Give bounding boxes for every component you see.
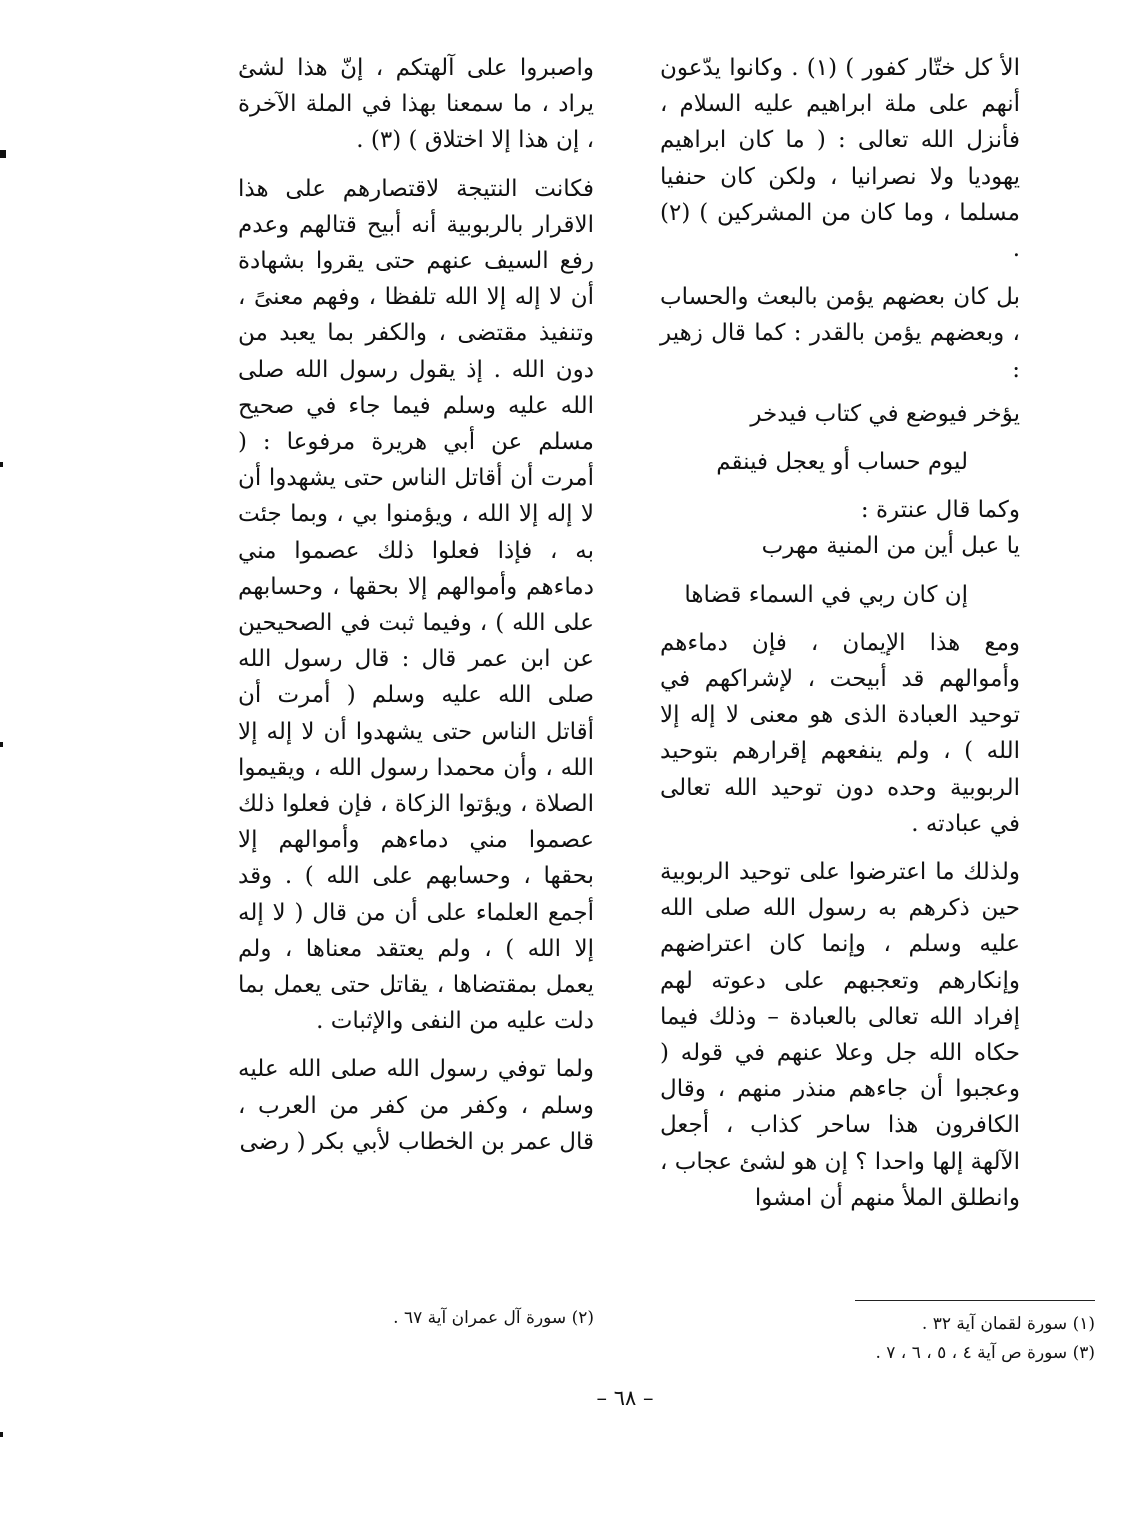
footnotes-left <box>360 1304 594 1333</box>
scan-speck <box>0 150 6 158</box>
paragraph: فكانت النتيجة لاقتصارهم على هذا الاقرار بالربوبية أنه أبيح قتالهم وعدم رفع السيف عنهم حتى يقروا بشهادة أن لا إله إلا الله تلفظا ، وفهم معنىً ، وتنفيذ مقتضى ، والكفر بما يعبد من دون الله . إذ يقول رسول الله صلى الله عليه وسلم فيما جاء في صحيح مسلم عن أبي هريرة مرفوعا : ( أمرت أن أقاتل الناس حتى يشهدوا أن لا إله إلا الله ، ويؤمنوا بي ، وبما جئت به ، فإذا فعلوا ذلك عصموا مني دماءهم وأموالهم إلا بحقها ، وحسابهم على الله ) ، وفيما ثبت في الصحيحين عن ابن عمر قال : قال رسول الله صلى الله عليه وسلم ( أمرت أن أقاتل الناس حتى يشهدوا أن لا إله إلا الله ، وأن محمدا رسول الله ، ويقيموا الصلاة ، ويؤتوا الزكاة ، فإن فعلوا ذلك عصموا مني دماءهم وأموالهم إلا بحقها ، وحسابهم على الله ) . وقد أجمع العلماء على أن من قال ( لا إله إلا الله ) ، ولم يعتقد معناها ، ولم يعمل بمقتضاها ، يقاتل حتى يعمل بما دلت عليه من النفى والإثبات . <box>238 175 594 1035</box>
verse-line: إن كان ربي في السماء قضاها <box>684 581 968 608</box>
verse-line: ليوم حساب أو يعجل فينقم <box>716 449 968 476</box>
footnote: (٢) سورة آل عمران آية ٦٧ . <box>393 1308 594 1328</box>
paragraph: الأ كل ختّار كفور ) (١) . وكانوا يدّعون أنهم على ملة ابراهيم عليه السلام ، فأنزل الله تعالى : ( ما كان ابراهيم يهوديا ولا نصرانيا ، ولكن كان حنفيا مسلما ، وما كان من المشركين ) (٢) . <box>660 55 1020 263</box>
poem-zuhair <box>660 396 1020 480</box>
paragraph: بل كان بعضهم يؤمن بالبعث والحساب ، وبعضهم يؤمن بالقدر : كما قال زهير : <box>660 284 1020 383</box>
right-text-column <box>660 50 1020 1228</box>
scan-speck <box>0 742 3 747</box>
paragraph: ولما توفي رسول الله صلى الله عليه وسلم ، وكفر من كفر من العرب ، قال عمر بن الخطاب لأبي بكر ( رضى <box>238 1056 594 1155</box>
page-number: – ٦٨ – <box>596 1386 654 1410</box>
footnote-divider <box>855 1300 1095 1301</box>
footnotes-right <box>780 1310 1095 1368</box>
paragraph: واصبروا على آلهتكم ، إنّ هذا لشئ يراد ، ما سمعنا بهذا في الملة الآخرة ، إن هذا إلا اختلاق ) (٣) . <box>238 55 594 154</box>
verse-line: يا عبل أين من المنية مهرب <box>761 533 1020 560</box>
poem-antara <box>660 528 1020 612</box>
scan-speck <box>0 462 3 467</box>
scan-speck <box>0 1432 3 1437</box>
paragraph: وكما قال عنترة : <box>860 497 1020 524</box>
footnote: (١) سورة لقمان آية ٣٢ . <box>921 1314 1095 1334</box>
paragraph: ولذلك ما اعترضوا على توحيد الربوبية حين ذكرهم به رسول الله صلى الله عليه وسلم ، وإنما كان اعتراضهم وإنكارهم وتعجبهم على دعوته لهم إفراد الله تعالى بالعبادة – وذلك فيما حكاه الله جل وعلا عنهم في قوله ( وعجبوا أن جاءهم منذر منهم ، وقال الكافرون هذا ساحر كذاب ، أجعل الآلهة إلها واحدا ؟ إن هو لشئ عجاب ، وانطلق الملأ منهم أن امشوا <box>660 859 1020 1211</box>
left-text-column <box>238 50 594 1172</box>
footnote: (٣) سورة ص آية ٤ ، ٥ ، ٦ ، ٧ . <box>875 1343 1095 1363</box>
paragraph: ومع هذا الإيمان ، فإن دماءهم وأموالهم قد أبيحت ، لإشراكهم في توحيد العبادة الذى هو معنى لا إله إلا الله ) ، ولم ينفعهم إقرارهم بتوحيد الربوبية وحده دون توحيد الله تعالى في عبادته . <box>660 629 1020 837</box>
verse-line: يؤخر فيوضع في كتاب فيدخر <box>750 400 1020 427</box>
